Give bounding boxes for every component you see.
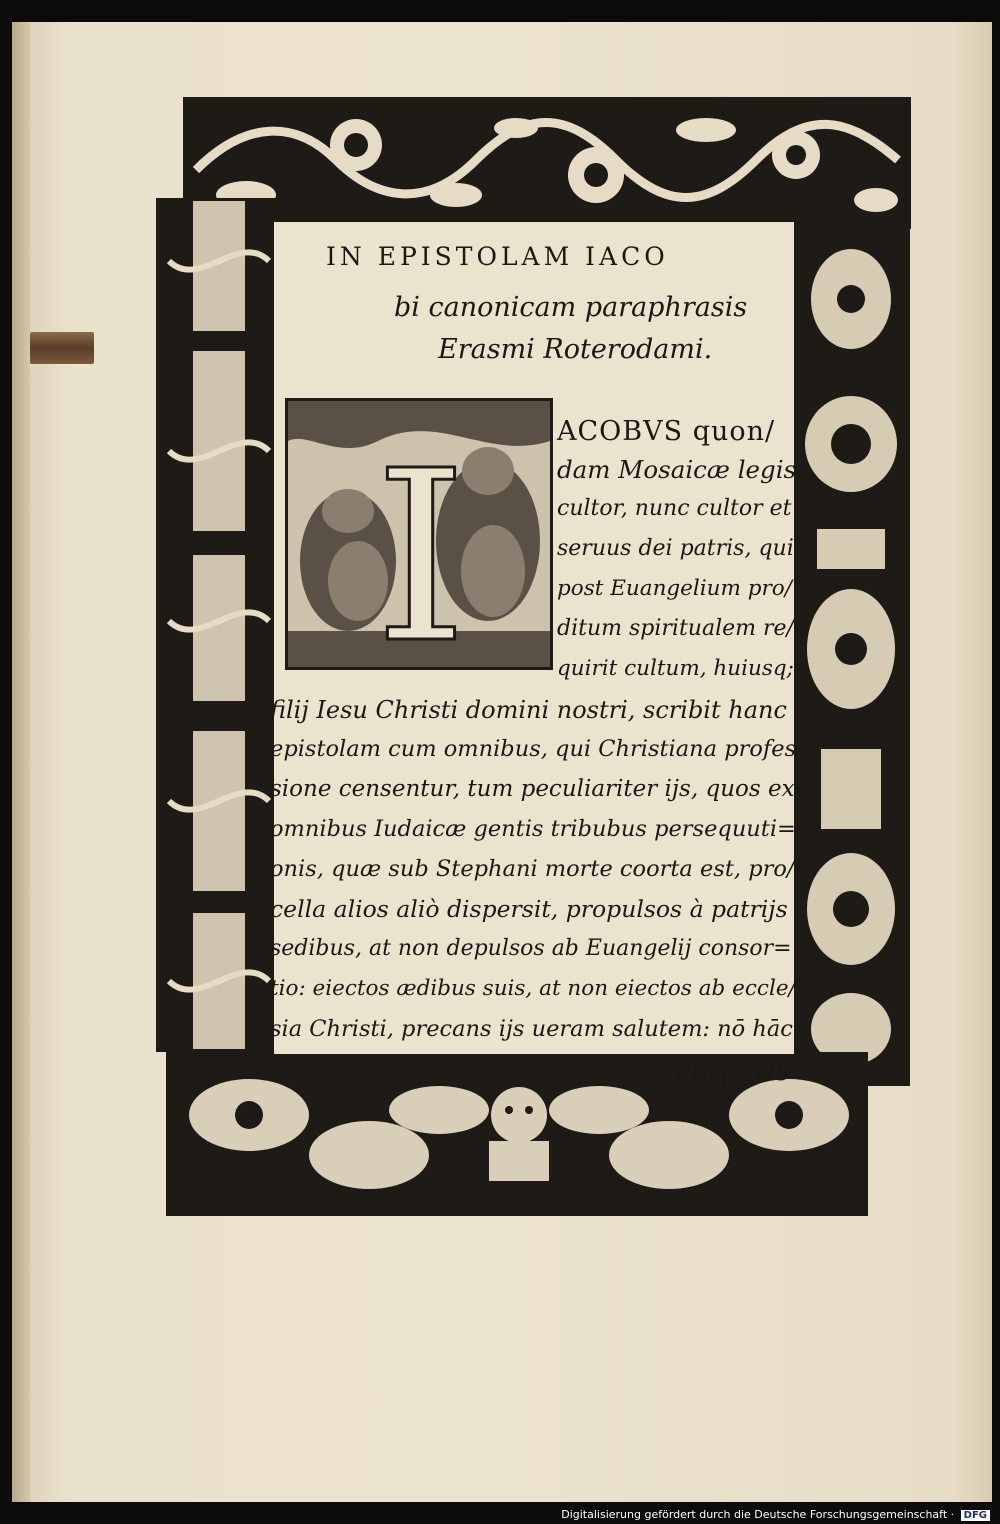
body-line-14: sedibus, at non depulsos ab Euangelij consor=	[270, 936, 792, 961]
body-line-1: ACOBVS quon/	[557, 416, 776, 447]
body-line-7: quirit cultum, huiusq;	[557, 656, 794, 681]
catchword: corporis	[676, 1056, 790, 1087]
body-line-12: onis, quæ sub Stephani morte coorta est, pro/	[270, 856, 795, 882]
digitization-credit	[561, 1508, 990, 1521]
credit-text: Digitalisierung gefördert durch die Deutsche Forschungsgemeinschaft ·	[561, 1508, 955, 1521]
right-woodcut-border	[792, 226, 910, 1086]
leather-tab	[30, 332, 94, 364]
body-line-9: epistolam cum omnibus, qui Christiana profes	[270, 736, 797, 762]
dfg-logo: DFG	[961, 1510, 990, 1521]
title-line-3: Erasmi Roterodami.	[438, 334, 713, 365]
body-line-6: ditum spiritualem re/	[557, 616, 794, 641]
body-line-4: seruus dei patris, qui	[557, 536, 794, 561]
body-line-8: filij Iesu Christi domini nostri, scribit hanc	[270, 696, 787, 724]
title-line-2: bi canonicam paraphrasis	[394, 292, 748, 323]
body-line-10: sione censentur, tum peculiariter ijs, quos ex	[270, 776, 795, 802]
title-line-1: IN EPISTOLAM IACO	[326, 242, 669, 271]
body-line-3: cultor, nunc cultor et	[557, 496, 792, 521]
body-line-2: dam Mosaicæ legis	[557, 455, 797, 484]
body-line-15: tio: eiectos ædibus suis, at non eiectos ab eccle/	[270, 976, 796, 1001]
top-woodcut-border	[183, 97, 911, 229]
body-line-5: post Euangelium pro/	[557, 576, 792, 601]
initial-letter: I	[374, 420, 468, 667]
page-edge	[12, 22, 30, 1502]
body-line-11: omnibus Iudaicæ gentis tribubus persequuti=	[270, 816, 796, 842]
body-line-16: sia Christi, precans ijs ueram salutem: nō hāc	[270, 1016, 793, 1042]
body-line-13: cella alios aliò dispersit, propulsos à patrijs	[270, 895, 788, 923]
left-woodcut-border	[156, 198, 282, 1052]
decorated-initial	[285, 398, 553, 670]
